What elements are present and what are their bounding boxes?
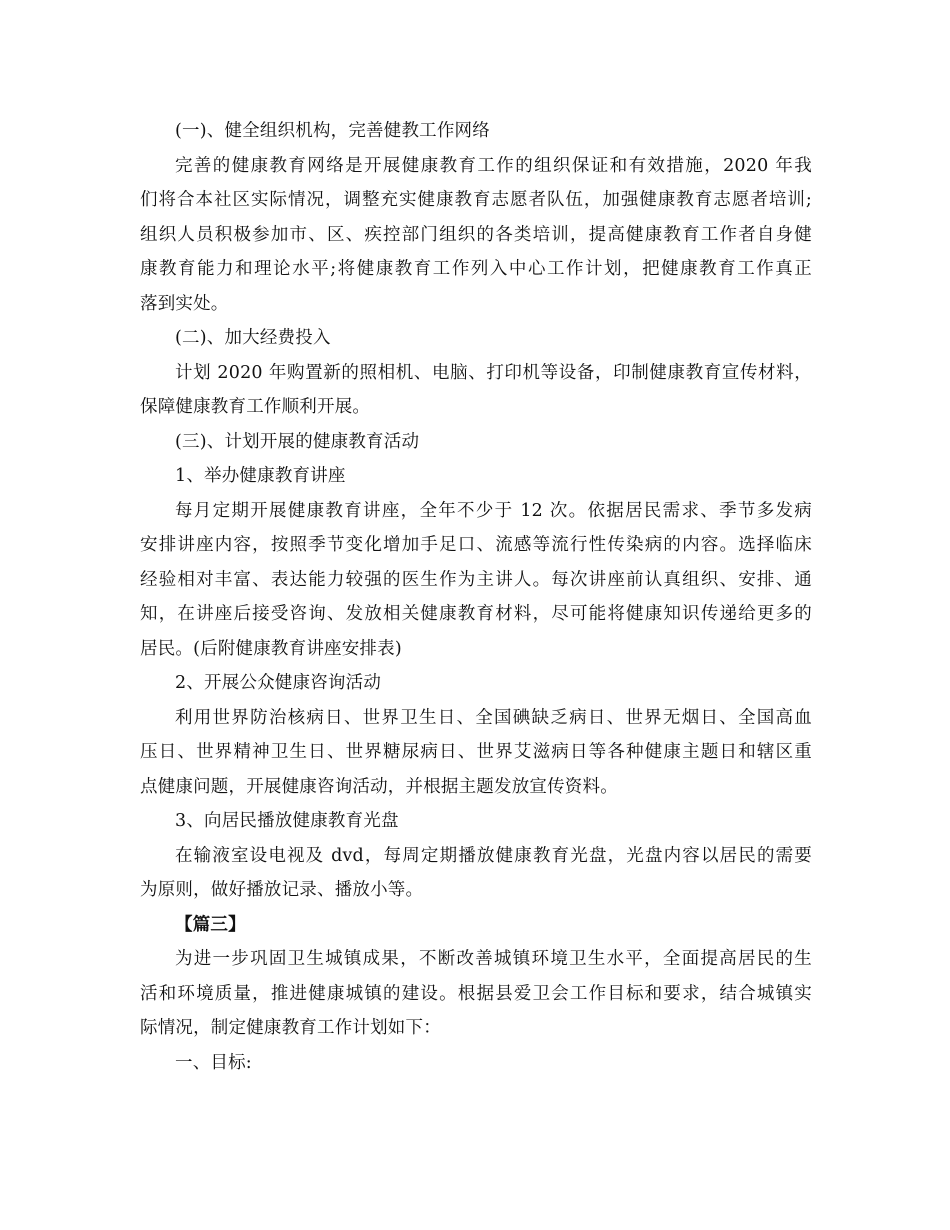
paragraph-line: 活和环境质量，推进健康城镇的建设。根据县爱卫会工作目标和要求，结合城镇实: [140, 983, 812, 1004]
paragraph-line: 为进一步巩固卫生城镇成果，不断改善城镇环境卫生水平，全面提高居民的生: [175, 949, 812, 969]
paragraph-line: 落到实处。: [140, 293, 229, 314]
section-heading-activities: (三)、计划开展的健康教育活动: [175, 431, 420, 452]
section-heading-organization: (一)、健全组织机构，完善健教工作网络: [175, 121, 490, 141]
paragraph-line: 康教育能力和理论水平;将健康教育工作列入中心工作计划，把健康教育工作真正: [140, 259, 812, 279]
paragraph-line: 组织人员积极参加市、区、疾控部门组织的各类培训，提高健康教育工作者自身健: [140, 224, 812, 245]
paragraph-line: 际情况，制定健康教育工作计划如下：: [140, 1018, 441, 1038]
section-heading-funding: (二)、加大经费投入: [175, 328, 331, 348]
paragraph-line: 点健康问题，开展健康咨询活动，并根据主题发放宣传资料。: [140, 776, 618, 797]
paragraph-line: 完善的健康教育网络是开展健康教育工作的组织保证和有效措施，2020 年我: [175, 155, 812, 176]
paragraph-line: 经验相对丰富、表达能力较强的医生作为主讲人。每次讲座前认真组织、安排、通: [140, 569, 812, 590]
paragraph-line: 居民。(后附健康教育讲座安排表): [140, 638, 402, 659]
paragraph-line: 知，在讲座后接受咨询、发放相关健康教育材料，尽可能将健康知识传递给更多的: [140, 604, 812, 624]
document-page: [140, 114, 812, 1080]
paragraph-line: 在输液室设电视及 dvd，每周定期播放健康教育光盘，光盘内容以居民的需要: [175, 845, 812, 866]
paragraph-line: 们将合本社区实际情况，调整充实健康教育志愿者队伍，加强健康教育志愿者培训;: [140, 190, 812, 210]
chapter-heading: 【篇三】: [175, 914, 246, 935]
section-heading-goals: 一、目标:: [175, 1052, 252, 1073]
paragraph-line: 保障健康教育工作顺利开展。: [140, 397, 371, 417]
paragraph-line: 每月定期开展健康教育讲座，全年不少于 12 次。依据居民需求、季节多发病: [175, 500, 812, 521]
paragraph-line: 安排讲座内容，按照季节变化增加手足口、流感等流行性传染病的内容。选择临床: [140, 535, 812, 555]
subheading-consultation: 2、开展公众健康咨询活动: [175, 673, 382, 693]
paragraph-line: 计划 2020 年购置新的照相机、电脑、打印机等设备，印制健康教育宣传材料，: [175, 362, 812, 383]
subheading-lectures: 1、举办健康教育讲座: [175, 466, 346, 486]
paragraph-line: 压日、世界精神卫生日、世界糖尿病日、世界艾滋病日等各种健康主题日和辖区重: [140, 742, 812, 762]
subheading-dvd: 3、向居民播放健康教育光盘: [175, 811, 399, 831]
paragraph-line: 利用世界防治核病日、世界卫生日、全国碘缺乏病日、世界无烟日、全国高血: [175, 707, 812, 728]
paragraph-line: 为原则，做好播放记录、播放小等。: [140, 880, 424, 900]
